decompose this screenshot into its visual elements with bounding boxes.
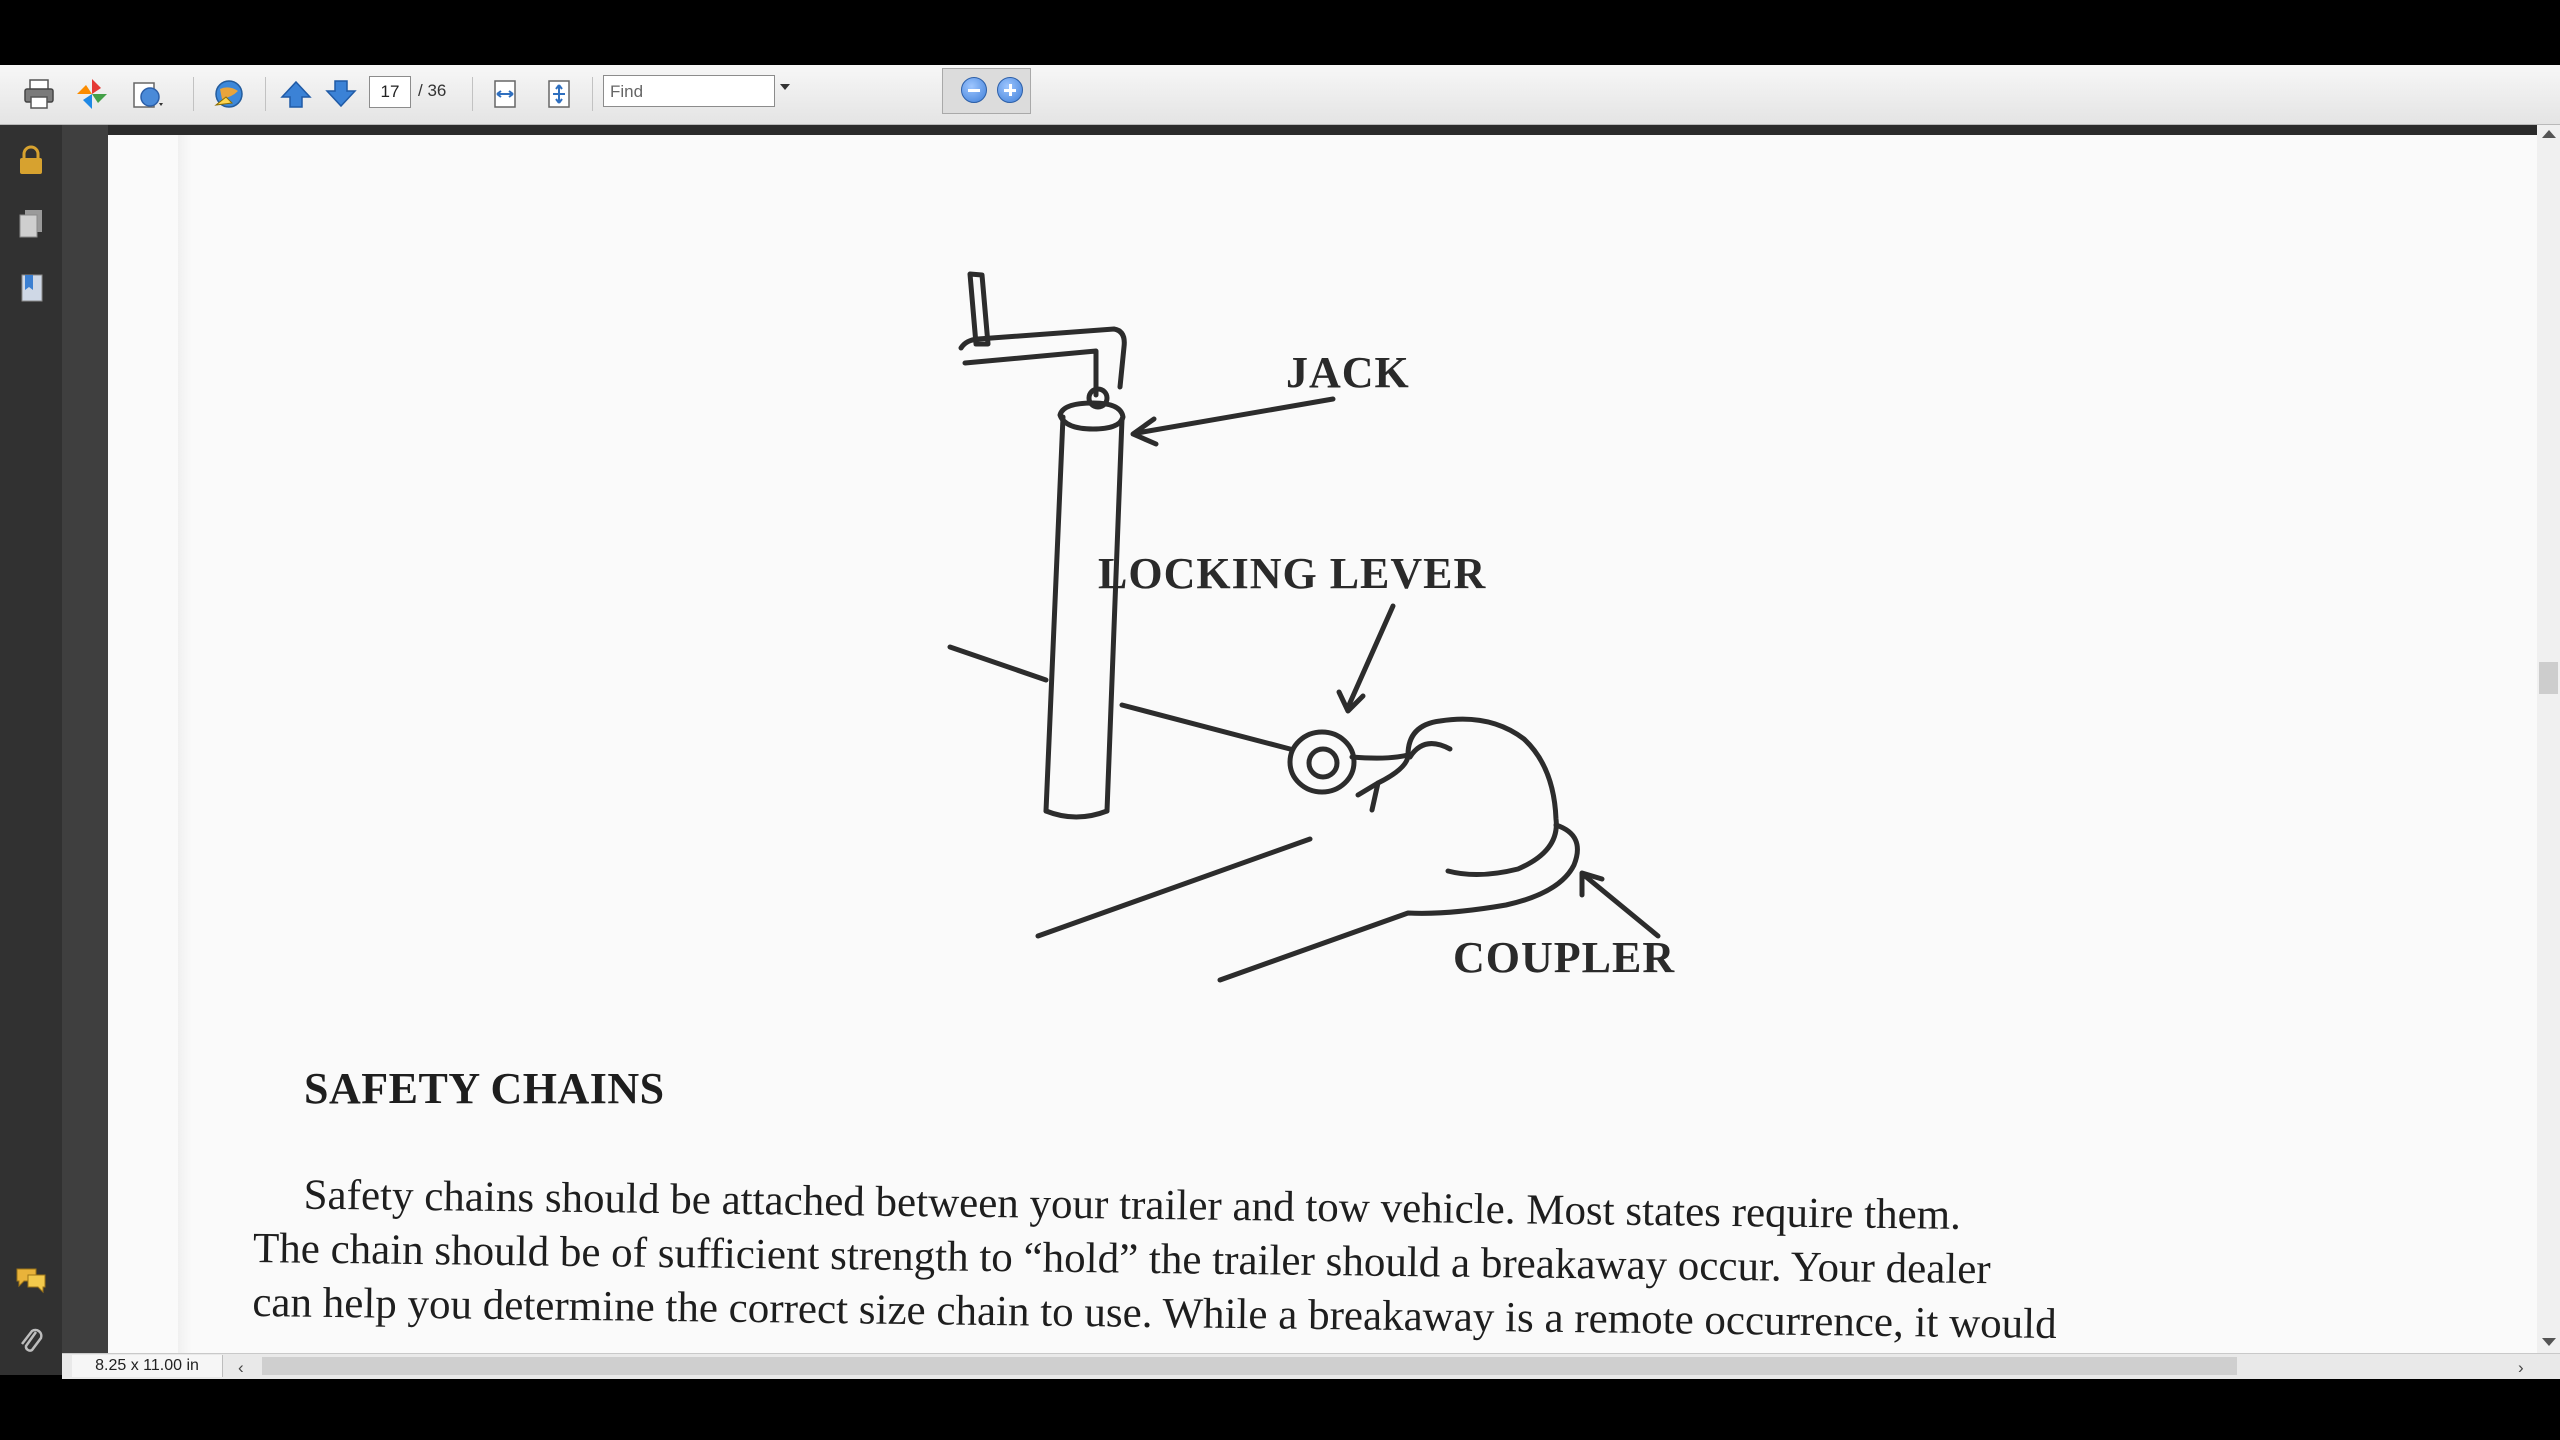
window-bottom-bar bbox=[0, 1379, 2560, 1440]
scroll-right-icon[interactable]: › bbox=[2518, 1358, 2524, 1377]
lock-icon[interactable] bbox=[11, 140, 51, 180]
fit-page-icon[interactable] bbox=[540, 75, 578, 113]
body-paragraph bbox=[252, 1168, 2444, 1353]
document-gutter bbox=[62, 125, 108, 1375]
scroll-up-icon[interactable] bbox=[2542, 130, 2556, 138]
zoom-group bbox=[942, 68, 1031, 114]
scroll-down-icon[interactable] bbox=[2542, 1338, 2556, 1346]
zoom-out-icon[interactable] bbox=[961, 77, 987, 103]
toolbar-separator bbox=[193, 77, 194, 111]
toolbar-separator bbox=[265, 77, 266, 111]
comment-icon[interactable] bbox=[11, 1260, 51, 1300]
left-sidebar bbox=[0, 125, 62, 1375]
fit-width-icon[interactable] bbox=[486, 75, 524, 113]
arrow-up-icon[interactable] bbox=[277, 75, 315, 113]
horizontal-scroll-thumb[interactable] bbox=[262, 1357, 2237, 1375]
toolbar-separator bbox=[592, 77, 593, 111]
arrow-down-icon[interactable] bbox=[322, 75, 360, 113]
page-number-input[interactable]: 17 bbox=[369, 76, 411, 108]
page-top-shadow bbox=[108, 125, 2537, 135]
page-size-readout: 8.25 x 11.00 in bbox=[72, 1355, 223, 1377]
chevron-down-icon[interactable] bbox=[780, 84, 790, 90]
bookmarks-icon[interactable] bbox=[11, 268, 51, 308]
globe-icon[interactable] bbox=[210, 75, 248, 113]
toolbar-separator bbox=[472, 77, 473, 111]
jack-label: JACK bbox=[1286, 348, 1410, 397]
vertical-scrollbar[interactable] bbox=[2537, 125, 2560, 1353]
coupler-label: COUPLER bbox=[1453, 933, 1676, 982]
find-input[interactable]: Find bbox=[603, 75, 775, 107]
scroll-left-icon[interactable]: ‹ bbox=[238, 1358, 244, 1377]
share-icon[interactable] bbox=[128, 75, 166, 113]
pages-icon[interactable] bbox=[11, 204, 51, 244]
paragraph-line: Safety chains should be attached between your trailer and tow vehicle. Most states require them. bbox=[303, 1171, 1962, 1239]
paragraph-line: The chain should be of sufficient strength to “hold” the trailer should a breakaway occur. Your dealer bbox=[252, 1224, 1991, 1294]
section-heading: SAFETY CHAINS bbox=[304, 1064, 665, 1113]
locking-lever-label: LOCKING LEVER bbox=[1098, 549, 1487, 598]
paragraph-line: can help you determine the correct size chain to use. While a breakaway is a remote occurrence, it would bbox=[252, 1278, 2057, 1349]
pinwheel-icon[interactable] bbox=[73, 75, 111, 113]
window-top-bar bbox=[0, 0, 2560, 65]
vertical-scroll-thumb[interactable] bbox=[2539, 662, 2558, 694]
document-page bbox=[108, 135, 2537, 1353]
page-total: / 36 bbox=[418, 81, 447, 100]
paperclip-icon[interactable] bbox=[11, 1321, 51, 1361]
zoom-in-icon[interactable] bbox=[997, 77, 1023, 103]
printer-icon[interactable] bbox=[20, 75, 58, 113]
